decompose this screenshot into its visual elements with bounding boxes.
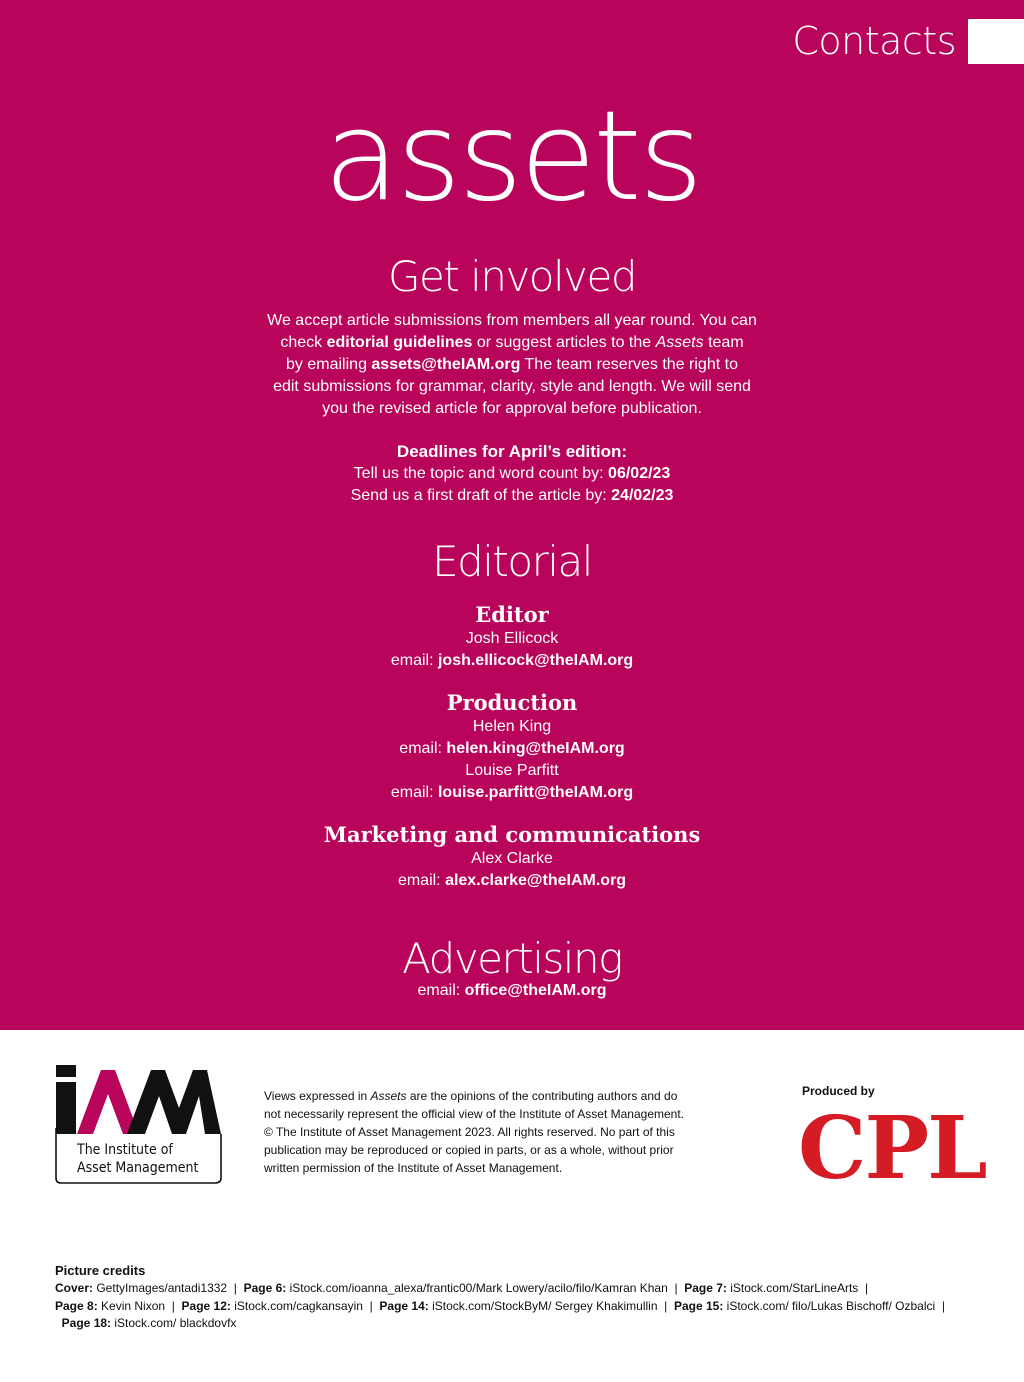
deadlines-heading: Deadlines for April’s edition: [396, 442, 628, 461]
assets-email-link[interactable]: assets@theIAM.org [371, 356, 521, 373]
cpl-logo: CPL [798, 1098, 986, 1199]
contact-name: Helen King [472, 718, 552, 735]
editorial-guidelines-link[interactable]: editorial guidelines [326, 334, 473, 351]
section-tab-title: Contacts [792, 19, 956, 63]
helen-email-link[interactable]: helen.king@theIAM.org [446, 740, 625, 757]
produced-by-label: Produced by [802, 1084, 875, 1098]
louise-email-link[interactable]: louise.parfitt@theIAM.org [437, 784, 634, 801]
disclaimer-text: Views expressed in Assets are the opinions of the contributing authors and do not necessarily represent the official view of the Institute of Asset Management. © The Institute of Asset Management 2023. All rights reserved. No part of this publication may be reproduced or copied in parts, or as a whole, without prior written permission of the Institute of Asset Management. [264, 1089, 685, 1175]
advertising-heading: Advertising [402, 934, 622, 983]
deadlines-block: Deadlines for April’s edition: Tell us the topic and word count by: 06/02/23 Send us a first draft of the article by: 24/02/23 [0, 441, 1024, 507]
iam-logo-text: The Institute of Asset Management [77, 1142, 199, 1176]
role-title: Editor [475, 602, 549, 627]
editorial-heading: Editorial [432, 537, 592, 586]
section-tab-marker [968, 19, 1024, 64]
contact-name: Josh Ellicock [465, 630, 559, 647]
role-title: Production [446, 690, 578, 715]
advertising-email-link[interactable]: office@theIAM.org [464, 982, 607, 999]
advertising-contact: email: office@theIAM.org [417, 982, 607, 999]
contact-name: Louise Parfitt [465, 762, 559, 779]
role-title: Marketing and communications [323, 822, 701, 847]
get-involved-heading: Get involved [387, 252, 637, 301]
contact-name: Alex Clarke [471, 850, 553, 867]
get-involved-text: We accept article submissions from members all year round. You can check editorial guidelines or suggest articles to the Assets team by emailing assets@theIAM.org The team reserves the right to edit submissions for grammar, clarity, style and length. We will send you the revised article for approval before publication. [267, 312, 757, 417]
topic-deadline: 06/02/23 [608, 465, 671, 482]
editor-email-link[interactable]: josh.ellicock@theIAM.org [437, 652, 634, 669]
picture-credits-title: Picture credits [55, 1263, 146, 1278]
masthead-title: assets [323, 85, 701, 229]
production-contact: Production Helen King email: helen.king@theIAM.org Louise Parfitt email: louise.parfitt@theIAM.org [0, 690, 1024, 804]
editor-contact: Editor Josh Ellicock email: josh.ellicock@theIAM.org [0, 602, 1024, 672]
picture-credits: Cover: GettyImages/antadi1332 | Page 6: iStock.com/ioanna_alexa/frantic00/Mark Lowery/acilo/filo/Kamran Khan | Page 7: iStock.com/StarLineArts | Page 8: Kevin Nixon | Page 12: iStock.com/cagkansayin | Page 14: iStock.com/StockByM/ Sergey Khakimullin | Page 15: iStock.com/ filo/Lukas Bischoff/ Ozbalci | Page 18: iStock.com/ blackdovfx [55, 1281, 945, 1330]
draft-deadline: 24/02/23 [611, 487, 674, 504]
alex-email-link[interactable]: alex.clarke@theIAM.org [445, 872, 627, 889]
marketing-contact: Marketing and communications Alex Clarke email: alex.clarke@theIAM.org [0, 822, 1024, 892]
iam-logo [55, 1064, 223, 1186]
